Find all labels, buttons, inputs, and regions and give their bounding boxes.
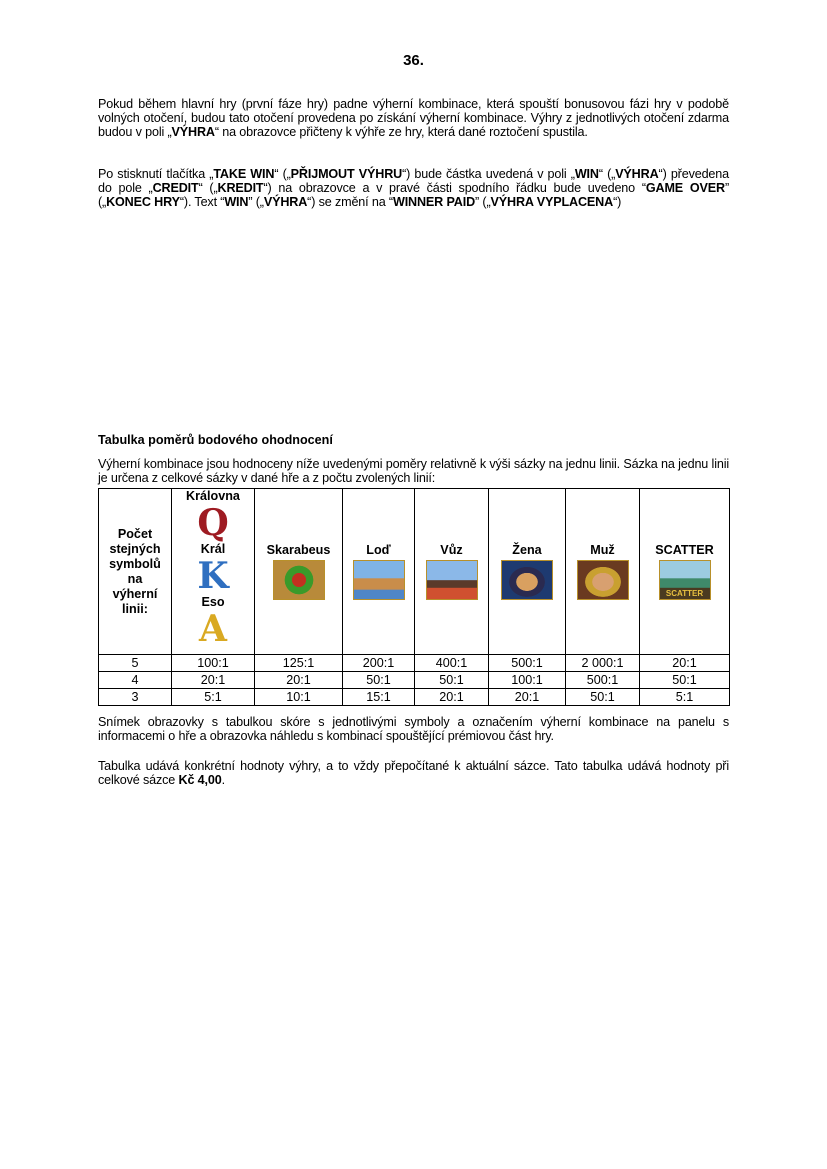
cell: 20:1 (489, 689, 566, 706)
card-symbols-header (172, 489, 255, 655)
bold-text: VÝHRA (615, 167, 659, 181)
bold-text: KONEC HRY (106, 195, 180, 210)
ace-icon: A (199, 608, 227, 650)
cell: 5 (99, 655, 172, 672)
text: “ na obrazovce přičteny k výhře ze hry, která dané roztočení spustila. (214, 125, 588, 140)
queen-icon: Q (197, 502, 229, 544)
text: . (221, 773, 225, 788)
text: ” („ (475, 195, 491, 210)
label: Vůz (440, 543, 463, 557)
cell: 20:1 (255, 672, 343, 689)
cell: 50:1 (640, 672, 730, 689)
screenshot-note: Snímek obrazovky s tabulkou skóre s jednotlivými symboly a označením výherní kombinace na panelu s informacemi o hře a obrazovka náhledu s kombinací spouštějící prémiovou část hry. (98, 715, 729, 744)
label-king: Král (200, 542, 226, 556)
table-row (99, 672, 730, 689)
paragraph-free-spins (98, 97, 729, 140)
col-scatter (640, 489, 730, 655)
text: Tabulka udává konkrétní hodnoty výhry, a to vždy přepočítané k aktuální sázce. Tato tabulka udává hodnoty při celkové sázce (98, 759, 729, 788)
label-queen: Královna (186, 489, 240, 503)
bold-text: PŘIJMOUT VÝHRU (290, 167, 403, 181)
scatter-icon (659, 560, 711, 600)
bold-text: VÝHRA (171, 125, 215, 140)
text: “) převedena do pole „ (98, 167, 729, 196)
text: “) (613, 195, 622, 210)
cell: 3 (99, 689, 172, 706)
label: Skarabeus (266, 543, 331, 557)
scarab-icon (273, 560, 325, 600)
text: “ („ (274, 167, 291, 181)
text: “ („ (198, 181, 218, 196)
label: SCATTER (655, 543, 714, 557)
bold-text: VÝHRA VYPLACENA (490, 195, 614, 210)
woman-icon (501, 560, 553, 600)
bold-text: KREDIT (217, 181, 264, 196)
text: Po stisknutí tlačítka „ (98, 167, 214, 181)
cell: 200:1 (343, 655, 415, 672)
king-icon: K (197, 555, 229, 597)
cell: 50:1 (343, 672, 415, 689)
bold-text: GAME OVER (645, 181, 725, 196)
table-row (99, 689, 730, 706)
cell: 5:1 (172, 689, 255, 706)
paragraph-bet-note (98, 759, 729, 787)
text: “). Text “ (179, 195, 225, 210)
text: “) bude částka uvedená v poli „ (402, 167, 575, 181)
col-chariot (415, 489, 489, 655)
header-row (99, 489, 730, 655)
paytable (98, 488, 730, 706)
col-man (566, 489, 640, 655)
bold-text: TAKE WIN (213, 167, 275, 181)
cell: 15:1 (343, 689, 415, 706)
text: Pokud během hlavní hry (první fáze hry) padne výherní kombinace, která spouští bonusovou fázi hry v podobě volných otočení, budou tato otočení provedena po získání výherní kombinace. Výhry z jednotlivých otočení zdarma budou v poli „ (98, 97, 729, 140)
cell: 20:1 (415, 689, 489, 706)
bold-text: VÝHRA (263, 195, 308, 210)
bold-text: WINNER PAID (392, 195, 476, 210)
cell: 50:1 (415, 672, 489, 689)
ship-icon (353, 560, 405, 600)
section-heading: Tabulka poměrů bodového ohodnocení (98, 433, 333, 447)
cell: 100:1 (172, 655, 255, 672)
col-woman (489, 489, 566, 655)
text: “) na obrazovce a v pravé části spodního řádku bude uvedeno “ (263, 181, 646, 196)
cell: 400:1 (415, 655, 489, 672)
scatter-icon-text: SCATTER (665, 589, 704, 598)
text: ” („ (98, 181, 729, 210)
table-row (99, 655, 730, 672)
cell: 100:1 (489, 672, 566, 689)
cell: 500:1 (489, 655, 566, 672)
chariot-icon (426, 560, 478, 600)
cell: 20:1 (640, 655, 730, 672)
col-ship (343, 489, 415, 655)
bold-text: CREDIT (152, 181, 199, 196)
count-header: Počet stejných symbolů na výherní linii: (99, 489, 172, 655)
bold-text: WIN (574, 167, 599, 181)
bold-text: WIN (224, 195, 249, 210)
cell: 50:1 (566, 689, 640, 706)
cell: 500:1 (566, 672, 640, 689)
col-scarab (255, 489, 343, 655)
page-number: 36. (403, 52, 424, 69)
label: Žena (512, 543, 542, 557)
cell: 10:1 (255, 689, 343, 706)
cell: 125:1 (255, 655, 343, 672)
paragraph-take-win (98, 167, 729, 210)
cell: 4 (99, 672, 172, 689)
table-intro: Výherní kombinace jsou hodnoceny níže uvedenými poměry relativně k výši sázky na jednu linii. Sázka na jednu linii je určena z celkové sázky v dané hře a z počtu zvolených linií: (98, 457, 729, 486)
text: ” („ (248, 195, 264, 210)
text: “ („ (598, 167, 616, 181)
man-icon (577, 560, 629, 600)
cell: 20:1 (172, 672, 255, 689)
label-ace: Eso (201, 595, 225, 609)
bold-text: Kč 4,00 (178, 773, 222, 788)
cell: 5:1 (640, 689, 730, 706)
label: Loď (366, 543, 391, 557)
text: “) se změní na “ (307, 195, 393, 210)
cell: 2 000:1 (566, 655, 640, 672)
label: Muž (590, 543, 615, 557)
